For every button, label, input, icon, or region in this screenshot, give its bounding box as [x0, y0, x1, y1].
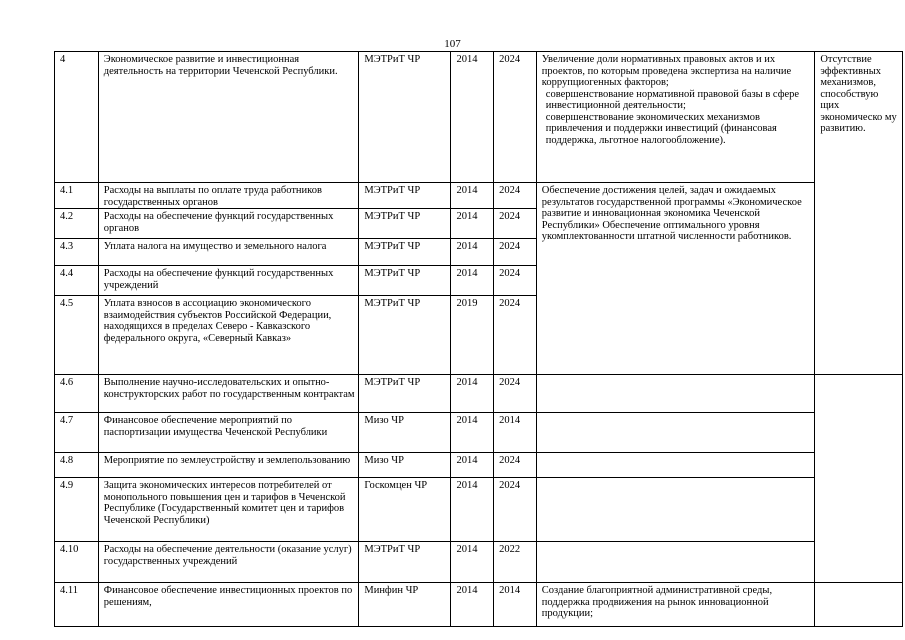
end-year: 2014 [494, 413, 537, 453]
result-paragraph: совершенствование нормативной правовой базы в сфере инвестиционной деятельности; [545, 88, 800, 111]
row-number: 4.7 [55, 413, 99, 453]
consequence-empty [815, 478, 903, 542]
responsible: МЭТРиТ ЧР [359, 52, 451, 183]
row-number: 4.5 [55, 296, 99, 375]
activity-name: Мероприятие по землеустройству и землепользованию [98, 453, 359, 478]
activity-name: Расходы на обеспечение деятельности (оказание услуг) государственных учреждений [98, 542, 359, 583]
start-year: 2019 [451, 296, 494, 375]
result-paragraph: Увеличение доли нормативных правовых актов и их проектов, по которым проведена экспертиза на наличие коррупциогенных факторов; [541, 54, 792, 88]
consequence: Отсутствие эффективных механизмов, способствую щих экономическо му развитию. [815, 52, 903, 375]
start-year: 2014 [451, 266, 494, 296]
responsible: МЭТРиТ ЧР [359, 542, 451, 583]
expected-result-empty [536, 478, 815, 542]
end-year: 2024 [494, 266, 537, 296]
activity-name: Защита экономических интересов потребителей от монопольного повышения цен и тарифов в Чеченской Республике (Государственный комитет цен и тарифов Чеченской Республики) [98, 478, 359, 542]
end-year: 2024 [494, 209, 537, 239]
expected-result: Обеспечение достижения целей, задач и ожидаемых результатов государственной программы «Экономическое развитие и инновационная экономика Чеченской Республики» Обеспечение оптимального уровня укомплектованности штатной численности работников. [536, 183, 815, 375]
activity-name: Финансовое обеспечение мероприятий по паспортизации имущества Чеченской Республики [98, 413, 359, 453]
activity-name: Выполнение научно-исследовательских и опытно-конструкторских работ по государственным контрактам [98, 375, 359, 413]
responsible: МЭТРиТ ЧР [359, 296, 451, 375]
start-year: 2014 [451, 583, 494, 627]
responsible: Мизо ЧР [359, 413, 451, 453]
row-number: 4.11 [55, 583, 99, 627]
row-number: 4.4 [55, 266, 99, 296]
table-row [55, 375, 903, 413]
consequence-empty [815, 413, 903, 453]
expected-result-empty [536, 413, 815, 453]
expected-result-empty [536, 542, 815, 583]
expected-result-empty [536, 375, 815, 413]
expected-result: Создание благоприятной административной среды, поддержка продвижения на рынок инновационной продукции; [536, 583, 815, 627]
table-row [55, 52, 903, 183]
activity-name: Экономическое развитие и инвестиционная деятельность на территории Чеченской Республики. [98, 52, 359, 183]
expected-result-empty [536, 453, 815, 478]
responsible: МЭТРиТ ЧР [359, 266, 451, 296]
page-number: 107 [444, 38, 461, 50]
start-year: 2014 [451, 542, 494, 583]
table-row [55, 183, 903, 209]
expected-result [536, 52, 815, 183]
row-number: 4.10 [55, 542, 99, 583]
start-year: 2014 [451, 52, 494, 183]
table-row [55, 542, 903, 583]
table-row [55, 583, 903, 627]
activity-name: Расходы на обеспечение функций государственных органов [98, 209, 359, 239]
responsible: МЭТРиТ ЧР [359, 375, 451, 413]
consequence-empty [815, 375, 903, 413]
end-year: 2024 [494, 478, 537, 542]
result-paragraph: совершенствование экономических механизмов привлечения и поддержки инвестиций (финансовая поддержка, льготное налогообложение). [545, 111, 777, 146]
table-row [55, 413, 903, 453]
start-year: 2014 [451, 375, 494, 413]
responsible: МЭТРиТ ЧР [359, 209, 451, 239]
end-year: 2024 [494, 52, 537, 183]
responsible: Госкомцен ЧР [359, 478, 451, 542]
start-year: 2014 [451, 183, 494, 209]
responsible: МЭТРиТ ЧР [359, 239, 451, 266]
row-number: 4.9 [55, 478, 99, 542]
start-year: 2014 [451, 413, 494, 453]
row-number: 4.2 [55, 209, 99, 239]
consequence-empty [815, 542, 903, 583]
activity-name: Расходы на обеспечение функций государственных учреждений [98, 266, 359, 296]
activity-name: Расходы на выплаты по оплате труда работников государственных органов [98, 183, 359, 209]
start-year: 2014 [451, 209, 494, 239]
start-year: 2014 [451, 239, 494, 266]
row-number: 4 [55, 52, 99, 183]
end-year: 2024 [494, 375, 537, 413]
start-year: 2014 [451, 453, 494, 478]
end-year: 2014 [494, 583, 537, 627]
table-row [55, 478, 903, 542]
consequence-empty [815, 453, 903, 478]
end-year: 2024 [494, 296, 537, 375]
activity-name: Финансовое обеспечение инвестиционных проектов по решениям, [98, 583, 359, 627]
row-number: 4.3 [55, 239, 99, 266]
activity-name: Уплата налога на имущество и земельного налога [98, 239, 359, 266]
program-table [54, 51, 903, 627]
end-year: 2024 [494, 453, 537, 478]
responsible: МЭТРиТ ЧР [359, 183, 451, 209]
row-number: 4.6 [55, 375, 99, 413]
row-number: 4.8 [55, 453, 99, 478]
responsible: Мизо ЧР [359, 453, 451, 478]
consequence-empty [815, 583, 903, 627]
activity-name: Уплата взносов в ассоциацию экономического взаимодействия субъектов Российской Федерации, находящихся в пределах Северо - Кавказского федерального округа, «Северный Кавказ» [98, 296, 359, 375]
row-number: 4.1 [55, 183, 99, 209]
end-year: 2022 [494, 542, 537, 583]
responsible: Минфин ЧР [359, 583, 451, 627]
end-year: 2024 [494, 239, 537, 266]
table-row [55, 453, 903, 478]
start-year: 2014 [451, 478, 494, 542]
end-year: 2024 [494, 183, 537, 209]
